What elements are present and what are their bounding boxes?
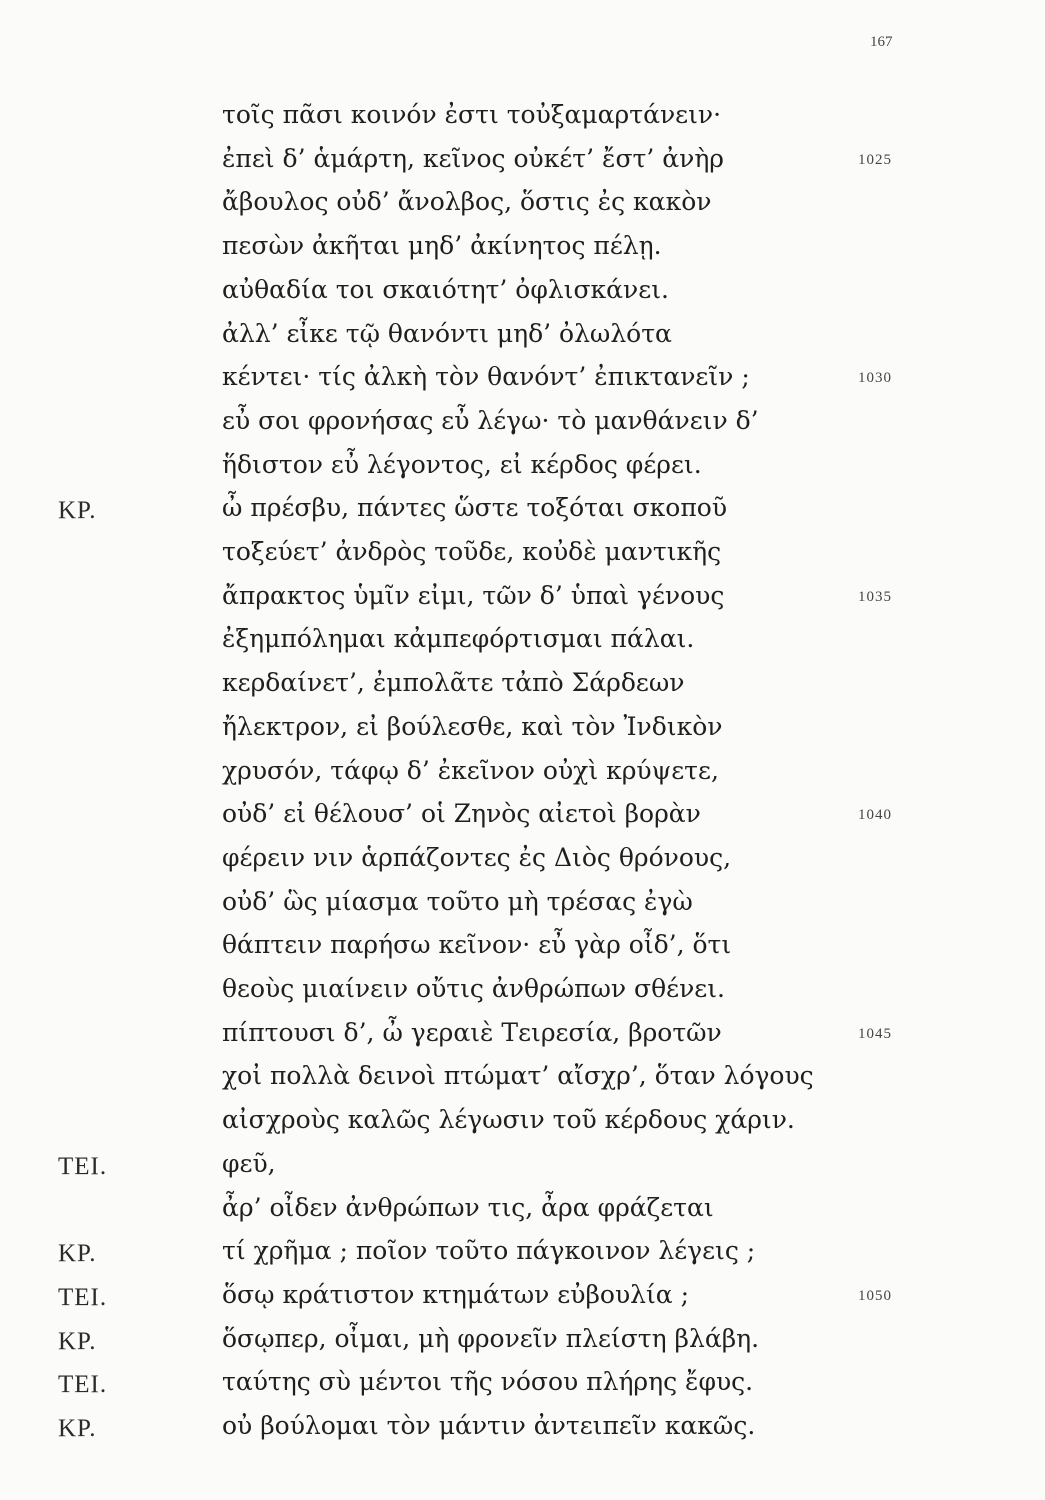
speaker-label: ΤΕΙ. [58, 1152, 108, 1180]
speaker-label: ΚΡ. [58, 1327, 97, 1355]
verse-text: τοῖς πᾶσι κοινόν ἐστι τοὐξαμαρτάνειν· [222, 100, 722, 129]
verse-line [0, 231, 1045, 275]
verse-line [0, 1018, 1045, 1062]
line-number: 1030 [858, 370, 892, 387]
verse-line [0, 362, 1045, 406]
verse-line [0, 493, 1045, 537]
verse-line [0, 537, 1045, 581]
verse-text: αὐθαδία τοι σκαιότητ’ ὀφλισκάνει. [222, 274, 669, 304]
line-number: 1045 [858, 1025, 892, 1042]
verse-text: εὖ σοι φρονήσας εὖ λέγω· τὸ μανθάνειν δ’ [222, 405, 759, 435]
line-number: 1050 [858, 1287, 892, 1304]
verse-line [0, 100, 1045, 144]
verse-text: θεοὺς μιαίνειν οὔτις ἀνθρώπων σθένει. [222, 974, 726, 1003]
verse-text: φέρειν νιν ἁρπάζοντες ἐς Διὸς θρόνους, [222, 842, 732, 872]
verse-text: θάπτειν παρήσω κεῖνον· εὖ γὰρ οἶδ’, ὅτι [222, 930, 732, 960]
verse-line [0, 406, 1045, 450]
verse-line [0, 144, 1045, 188]
verse-text: πεσὼν ἀκῆται μηδ’ ἀκίνητος πέλῃ. [222, 231, 662, 261]
verse-line [0, 319, 1045, 363]
verse-line [0, 275, 1045, 319]
verse-line [0, 799, 1045, 843]
verse-line [0, 624, 1045, 668]
verse-line [0, 1280, 1045, 1324]
verse-text: ἄπρακτος ὑμῖν εἰμι, τῶν δ’ ὑπαὶ γένους [222, 580, 725, 610]
verse-line [0, 756, 1045, 800]
verse-text: αἰσχροὺς καλῶς λέγωσιν τοῦ κέρδους χάριν. [222, 1105, 795, 1135]
verse-text: χοἰ πολλὰ δεινοὶ πτώματ’ αἴσχρ’, ὅταν λόγους [222, 1061, 814, 1091]
verse-text: ἐπεὶ δ’ ἁμάρτη, κεῖνος οὐκέτ’ ἔστ’ ἀνὴρ [222, 143, 724, 173]
verse-text: ἄβουλος οὐδ’ ἄνολβος, ὅστις ἐς κακὸν [222, 187, 712, 217]
verse-line [0, 1324, 1045, 1368]
verse-line [0, 581, 1045, 625]
line-number: 1035 [858, 588, 892, 605]
verse-line [0, 930, 1045, 974]
line-number: 1025 [858, 151, 892, 168]
verse-text: χρυσόν, τάφῳ δ’ ἐκεῖνον οὐχὶ κρύψετε, [222, 755, 719, 785]
verse-text: ὅσῳπερ, οἶμαι, μὴ φρονεῖν πλείστη βλάβη. [222, 1323, 760, 1353]
verse-text: ἐξημπόλημαι κἀμπεφόρτισμαι πάλαι. [222, 624, 695, 654]
verse-text: ἀλλ’ εἶκε τῷ θανόντι μηδ’ ὀλωλότα [222, 318, 672, 348]
verse-line [0, 1105, 1045, 1149]
speaker-label: ΚΡ. [58, 1240, 97, 1268]
verse-line [0, 187, 1045, 231]
verse-line [0, 843, 1045, 887]
verse-line [0, 887, 1045, 931]
verse-line [0, 1061, 1045, 1105]
verse-text: ἥδιστον εὖ λέγοντος, εἰ κέρδος φέρει. [222, 449, 702, 479]
verse-text: ἤλεκτρον, εἰ βούλεσθε, καὶ τὸν Ἰνδικὸν [222, 711, 723, 741]
verse-line [0, 668, 1045, 712]
verse-line [0, 712, 1045, 756]
verse-text: φεῦ, [222, 1148, 276, 1178]
verse-line [0, 1411, 1045, 1455]
verse-line [0, 1149, 1045, 1193]
verse-text: πίπτουσι δ’, ὦ γεραιὲ Τειρεσία, βροτῶν [222, 1017, 722, 1047]
speaker-label: ΚΡ. [58, 1415, 97, 1442]
verse-line [0, 1367, 1045, 1411]
verse-text: ταύτης σὺ μέντοι τῆς νόσου πλήρης ἔφυς. [222, 1367, 754, 1397]
verse-text: ὦ πρέσβυ, πάντες ὥστε τοξόται σκοποῦ [222, 493, 728, 523]
verse-text: ὅσῳ κράτιστον κτημάτων εὐβουλία ; [222, 1279, 690, 1309]
verse-text: ἆρ’ οἶδεν ἀνθρώπων τις, ἆρα φράζεται [222, 1192, 714, 1222]
verse-text: οὐδ’ ὣς μίασμα τοῦτο μὴ τρέσας ἐγὼ [222, 886, 693, 916]
verse-line [0, 1236, 1045, 1280]
verse-text: κερδαίνετ’, ἐμπολᾶτε τἀπὸ Σάρδεων [222, 668, 685, 698]
verse-text: οὐδ’ εἰ θέλουσ’ οἱ Ζηνὸς αἰετοὶ βορὰν [222, 799, 701, 829]
page-number: 167 [870, 34, 893, 50]
verse-line [0, 1193, 1045, 1237]
verse-line [0, 450, 1045, 494]
verse-text: κέντει· τίς ἀλκὴ τὸν θανόντ’ ἐπικτανεῖν ; [222, 362, 750, 392]
speaker-label: ΚΡ. [58, 497, 97, 525]
verse-text: τί χρῆμα ; ποῖον τοῦτο πάγκοινον λέγεις ; [222, 1236, 756, 1266]
verse-line [0, 974, 1045, 1018]
speaker-label: ΤΕΙ. [58, 1371, 108, 1399]
line-number: 1040 [858, 807, 892, 824]
verse-text: οὐ βούλομαι τὸν μάντιν ἀντειπεῖν κακῶς. [222, 1411, 756, 1440]
verse-text: τοξεύετ’ ἀνδρὸς τοῦδε, κοὐδὲ μαντικῆς [222, 537, 722, 566]
speaker-label: ΤΕΙ. [58, 1283, 108, 1311]
